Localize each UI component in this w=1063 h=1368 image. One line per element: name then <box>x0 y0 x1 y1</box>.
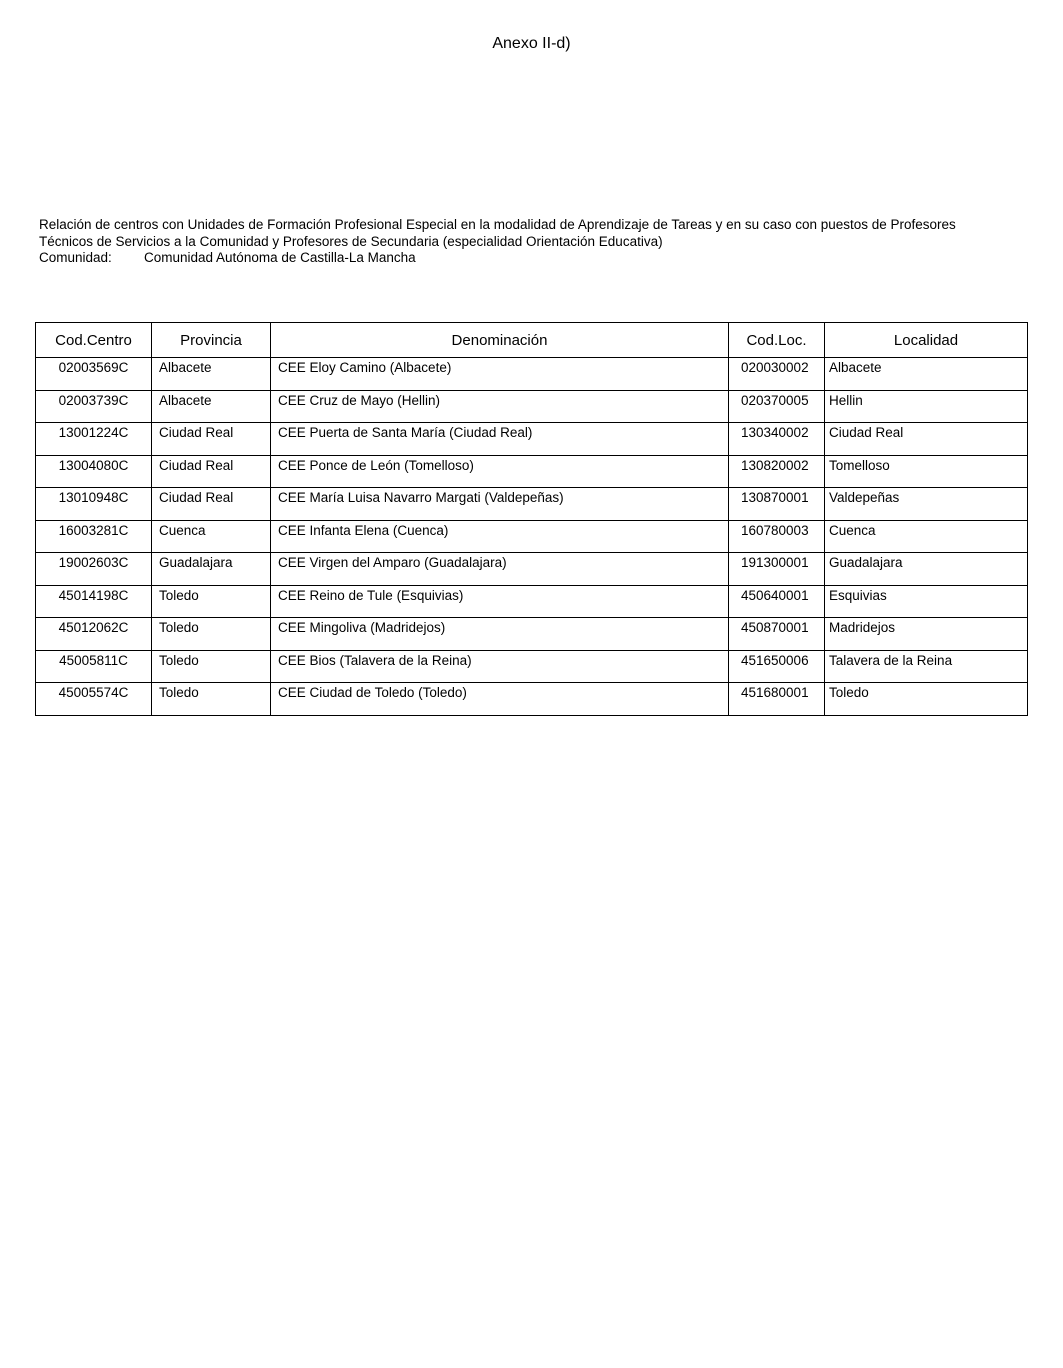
cell-provincia: Ciudad Real <box>152 455 271 488</box>
header-cod-centro: Cod.Centro <box>36 323 152 358</box>
cell-denominacion: CEE Virgen del Amparo (Guadalajara) <box>271 553 729 586</box>
cell-cod-centro: 45012062C <box>36 618 152 651</box>
cell-denominacion: CEE Mingoliva (Madridejos) <box>271 618 729 651</box>
cell-cod-centro: 02003569C <box>36 358 152 391</box>
community-line <box>39 250 1039 267</box>
cell-cod-centro: 13010948C <box>36 488 152 521</box>
table-row <box>36 358 1028 391</box>
centers-table <box>35 322 1028 716</box>
header-localidad: Localidad <box>825 323 1028 358</box>
cell-cod-loc: 450870001 <box>729 618 825 651</box>
cell-cod-centro: 13004080C <box>36 455 152 488</box>
cell-cod-loc: 020370005 <box>729 390 825 423</box>
cell-cod-loc: 191300001 <box>729 553 825 586</box>
cell-localidad: Hellin <box>825 390 1028 423</box>
cell-denominacion: CEE Cruz de Mayo (Hellin) <box>271 390 729 423</box>
cell-provincia: Ciudad Real <box>152 423 271 456</box>
cell-cod-loc: 160780003 <box>729 520 825 553</box>
cell-cod-centro: 02003739C <box>36 390 152 423</box>
cell-cod-centro: 13001224C <box>36 423 152 456</box>
cell-cod-centro: 45005574C <box>36 683 152 716</box>
community-value: Comunidad Autónoma de Castilla-La Mancha <box>144 250 416 265</box>
cell-localidad: Guadalajara <box>825 553 1028 586</box>
cell-cod-centro: 16003281C <box>36 520 152 553</box>
intro-block <box>39 217 1039 267</box>
cell-cod-centro: 19002603C <box>36 553 152 586</box>
table-header-row <box>36 323 1028 358</box>
cell-localidad: Tomelloso <box>825 455 1028 488</box>
cell-provincia: Guadalajara <box>152 553 271 586</box>
cell-provincia: Toledo <box>152 650 271 683</box>
cell-provincia: Albacete <box>152 358 271 391</box>
cell-denominacion: CEE María Luisa Navarro Margati (Valdepeñas) <box>271 488 729 521</box>
cell-provincia: Ciudad Real <box>152 488 271 521</box>
cell-localidad: Albacete <box>825 358 1028 391</box>
cell-localidad: Talavera de la Reina <box>825 650 1028 683</box>
cell-denominacion: CEE Puerta de Santa María (Ciudad Real) <box>271 423 729 456</box>
cell-localidad: Cuenca <box>825 520 1028 553</box>
cell-provincia: Cuenca <box>152 520 271 553</box>
table-row <box>36 618 1028 651</box>
header-cod-loc: Cod.Loc. <box>729 323 825 358</box>
header-denominacion: Denominación <box>271 323 729 358</box>
table-row <box>36 488 1028 521</box>
cell-denominacion: CEE Bios (Talavera de la Reina) <box>271 650 729 683</box>
table-row <box>36 423 1028 456</box>
table-row <box>36 520 1028 553</box>
cell-cod-loc: 020030002 <box>729 358 825 391</box>
intro-line-1: Relación de centros con Unidades de Formación Profesional Especial en la modalidad de Aprendizaje de Tareas y en su caso con puestos de Profesores <box>39 217 956 232</box>
cell-localidad: Valdepeñas <box>825 488 1028 521</box>
table-row <box>36 585 1028 618</box>
cell-cod-loc: 130820002 <box>729 455 825 488</box>
cell-localidad: Toledo <box>825 683 1028 716</box>
intro-line-2: Técnicos de Servicios a la Comunidad y Profesores de Secundaria (especialidad Orientación Educativa) <box>39 233 663 249</box>
cell-provincia: Toledo <box>152 585 271 618</box>
community-label: Comunidad: <box>39 250 112 265</box>
table-row <box>36 455 1028 488</box>
cell-cod-loc: 451680001 <box>729 683 825 716</box>
table-row <box>36 683 1028 716</box>
cell-provincia: Toledo <box>152 618 271 651</box>
cell-denominacion: CEE Ciudad de Toledo (Toledo) <box>271 683 729 716</box>
cell-cod-loc: 130870001 <box>729 488 825 521</box>
cell-denominacion: CEE Infanta Elena (Cuenca) <box>271 520 729 553</box>
cell-denominacion: CEE Ponce de León (Tomelloso) <box>271 455 729 488</box>
header-provincia: Provincia <box>152 323 271 358</box>
table-body <box>36 358 1028 716</box>
cell-cod-loc: 450640001 <box>729 585 825 618</box>
cell-denominacion: CEE Reino de Tule (Esquivias) <box>271 585 729 618</box>
cell-localidad: Madridejos <box>825 618 1028 651</box>
table-row <box>36 650 1028 683</box>
cell-provincia: Toledo <box>152 683 271 716</box>
annex-title: Anexo II-d) <box>492 35 571 52</box>
cell-localidad: Ciudad Real <box>825 423 1028 456</box>
table-row <box>36 390 1028 423</box>
cell-denominacion: CEE Eloy Camino (Albacete) <box>271 358 729 391</box>
table-row <box>36 553 1028 586</box>
cell-cod-loc: 130340002 <box>729 423 825 456</box>
cell-cod-centro: 45014198C <box>36 585 152 618</box>
cell-localidad: Esquivias <box>825 585 1028 618</box>
cell-provincia: Albacete <box>152 390 271 423</box>
cell-cod-centro: 45005811C <box>36 650 152 683</box>
cell-cod-loc: 451650006 <box>729 650 825 683</box>
